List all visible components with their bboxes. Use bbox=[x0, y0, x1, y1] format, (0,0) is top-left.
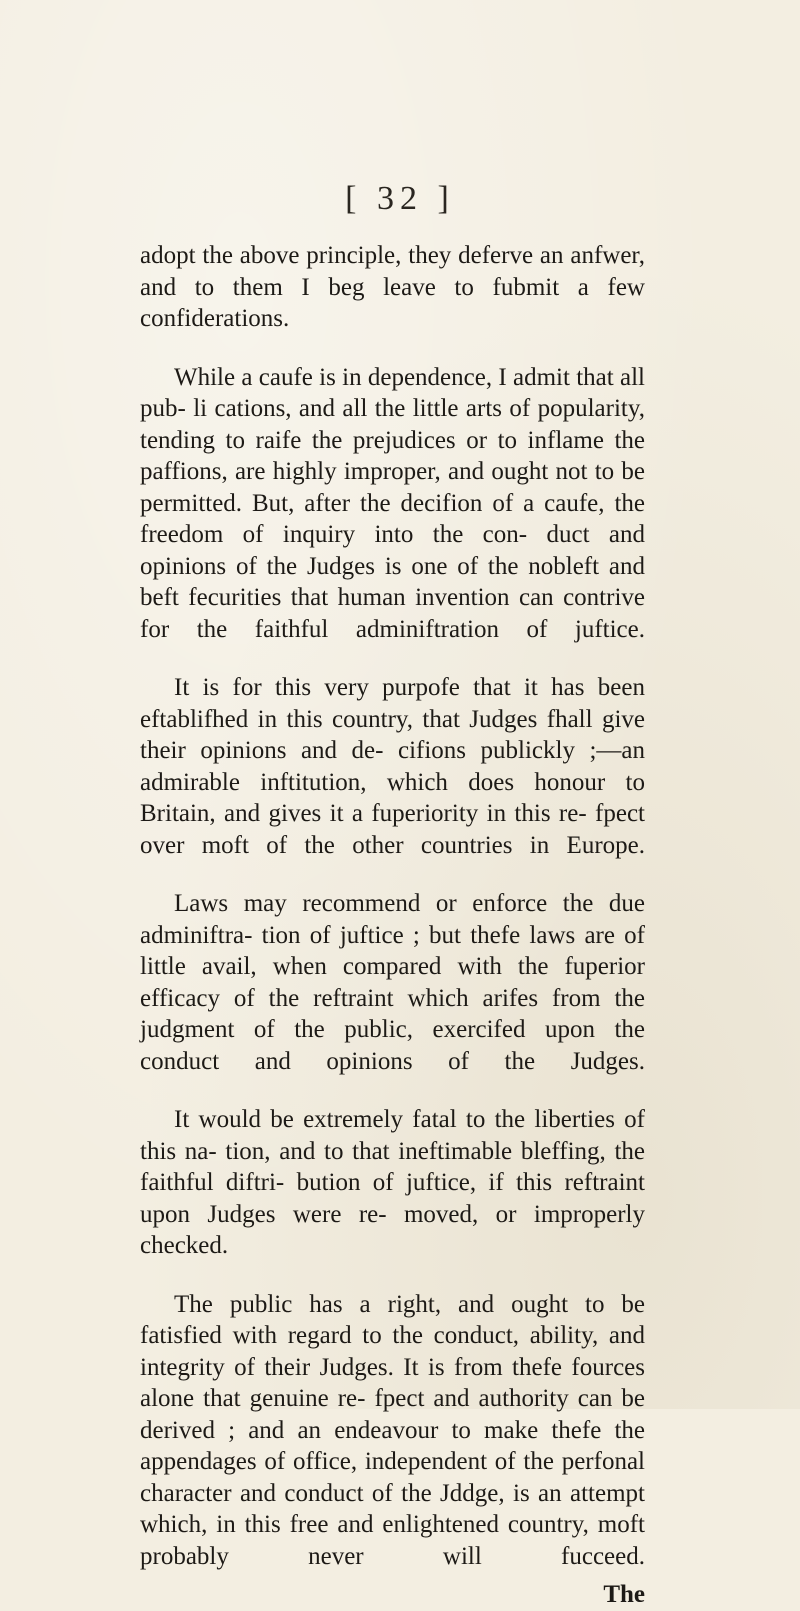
body-text bbox=[140, 240, 645, 1611]
paragraph-1: adopt the above principle, they deferve an anfwer, and to them I beg leave to fubmit a few confiderations. bbox=[140, 242, 645, 332]
paragraph-5: It would be extremely fatal to the liberties of this na- tion, and to that ineftimable bleffing, the faithful diftri- bution of juftice, if this reftraint upon Judges were re- moved, or improperly checked. bbox=[140, 1106, 645, 1259]
paragraph-6: The public has a right, and ought to be fatisfied with regard to the conduct, ability, and integrity of their Judges. It is from thefe fources alone that genuine re- fpect and authority can be derived ; and an endeavour to make thefe the appendages of office, independent of the perfonal character and conduct of the Jddge, is an attempt which, in this free and enlightened country, moft probably never will fucceed. bbox=[140, 1290, 645, 1570]
paragraph-4: Laws may recommend or enforce the due adminiftra- tion of juftice ; but thefe laws are of little avail, when compared with the fuperior efficacy of the reftraint which arifes from the judgment of the public, exercifed upon the conduct and opinions of the Judges. bbox=[140, 890, 645, 1075]
page-number: [ 32 ] bbox=[345, 180, 455, 217]
catchword: The bbox=[603, 1581, 645, 1608]
paragraph-2: While a caufe is in dependence, I admit that all pub- li cations, and all the little arts of popularity, tending to raife the prejudices or to inflame the paffions, are highly improper, and ought not to be permitted. But, after the decifion of a caufe, the freedom of inquiry into the con- duct and opinions of the Judges is one of the nobleft and beft fecurities that human invention can contrive for the faithful adminiftration of juftice. bbox=[140, 363, 645, 643]
paragraph-3: It is for this very purpofe that it has been eftablifhed in this country, that Judges fhall give their opinions and de- cifions publickly ;—an admirable inftitution, which does honour to Britain, and gives it a fuperiority in this re- fpect over moft of the other countries in Europe. bbox=[140, 674, 645, 859]
